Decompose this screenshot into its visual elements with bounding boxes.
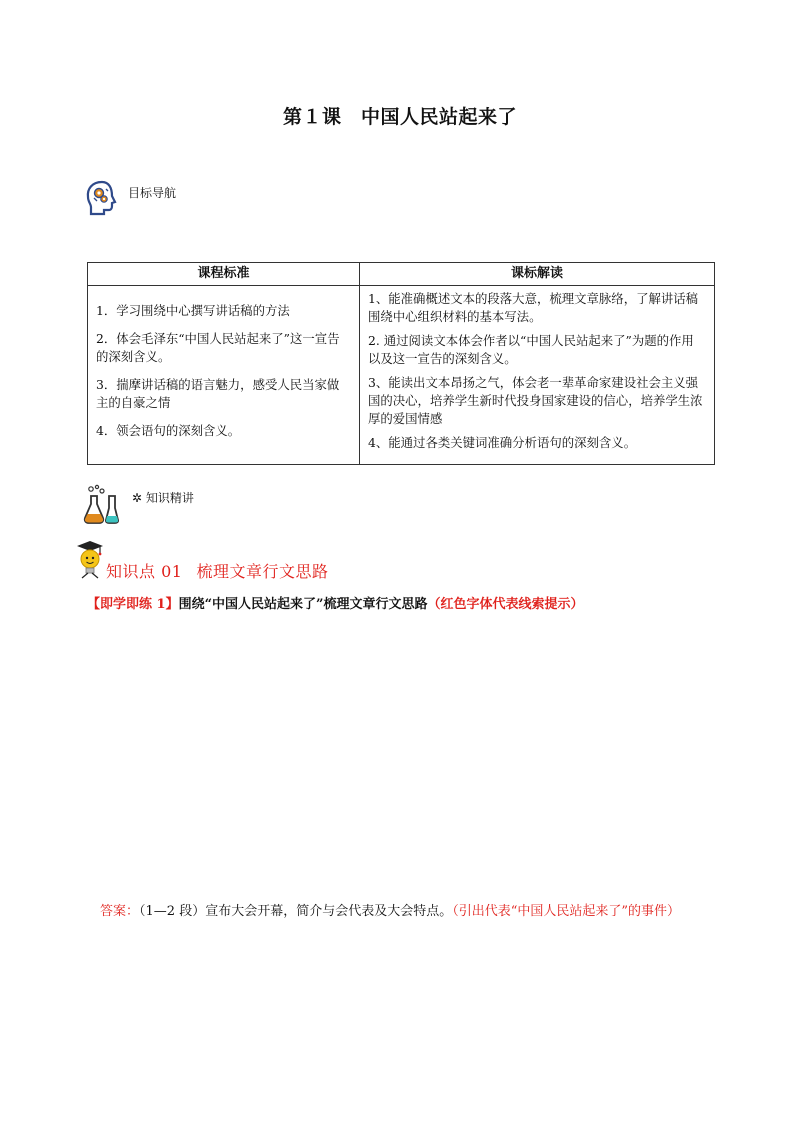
exercise-text: 围绕“中国人民站起来了”梳理文章行文思路 [178, 597, 428, 612]
interpretation-item: 2. 通过阅读文本体会作者以“中国人民站起来了”为题的作用以及这一宣告的深刻含义。 [368, 332, 694, 366]
target-navigation-header [82, 178, 176, 221]
knowledge-lecture-header [82, 484, 194, 529]
target-navigation-label: 目标导航 [128, 186, 177, 200]
knowledge-lecture-label-wrap [132, 489, 194, 506]
exercise-line [87, 593, 584, 612]
knowledge-point-title: 梳理文章行文思路 [196, 562, 329, 581]
answer-text: （1—2 段）宣布大会开幕，简介与会代表及大会特点。 [139, 904, 453, 919]
lab-flask-icon [82, 484, 126, 529]
knowledge-point-number: 知识点 01 [106, 562, 183, 581]
column-header-interpretation: 课标解读 [360, 263, 715, 286]
knowledge-point-text [106, 559, 328, 584]
sparkle-icon: ✲ [132, 491, 146, 505]
page-title: 第１课 中国人民站起来了 [282, 106, 517, 128]
exercise-tag: 【即学即练 1】 [87, 597, 179, 612]
exercise-hint: （红色字体代表线索提示） [427, 597, 584, 612]
answer-hint: （引出代表“中国人民站起来了”的事件） [452, 904, 680, 919]
knowledge-point-heading [76, 540, 328, 584]
interpretation-item: 4、能通过各类关键词准确分析语句的深刻含义。 [368, 434, 637, 450]
answer-label: 答案： [100, 904, 140, 919]
column-header-standards: 课程标准 [88, 263, 360, 286]
interpretation-cell [360, 286, 715, 465]
answer-paragraph [72, 892, 722, 932]
graduate-bulb-icon [76, 540, 104, 584]
interpretation-item: 3、能读出文本昂扬之气，体会老一辈革命家建设社会主义强国的决心，培养学生新时代投身国家建设的信心，培养学生浓厚的爱国情感 [368, 374, 703, 426]
knowledge-lecture-label: 知识精讲 [145, 491, 194, 505]
interpretation-item: 1、能准确概述文本的段落大意，梳理文章脉络，了解讲话稿围绕中心组织材料的基本写法。 [368, 291, 699, 324]
standard-item: 3．揣摩讲话稿的语言魅力，感受人民当家做主的自豪之情 [96, 376, 340, 410]
standard-item: 1．学习围绕中心撰写讲话稿的方法 [96, 303, 290, 318]
head-gears-icon [82, 178, 122, 221]
curriculum-standards-table [87, 262, 715, 465]
standard-item: 2．体会毛泽东“中国人民站起来了”这一宣告的深刻含义。 [96, 330, 340, 364]
standard-item: 4．领会语句的深刻含义。 [96, 422, 241, 438]
standards-cell [88, 286, 360, 465]
